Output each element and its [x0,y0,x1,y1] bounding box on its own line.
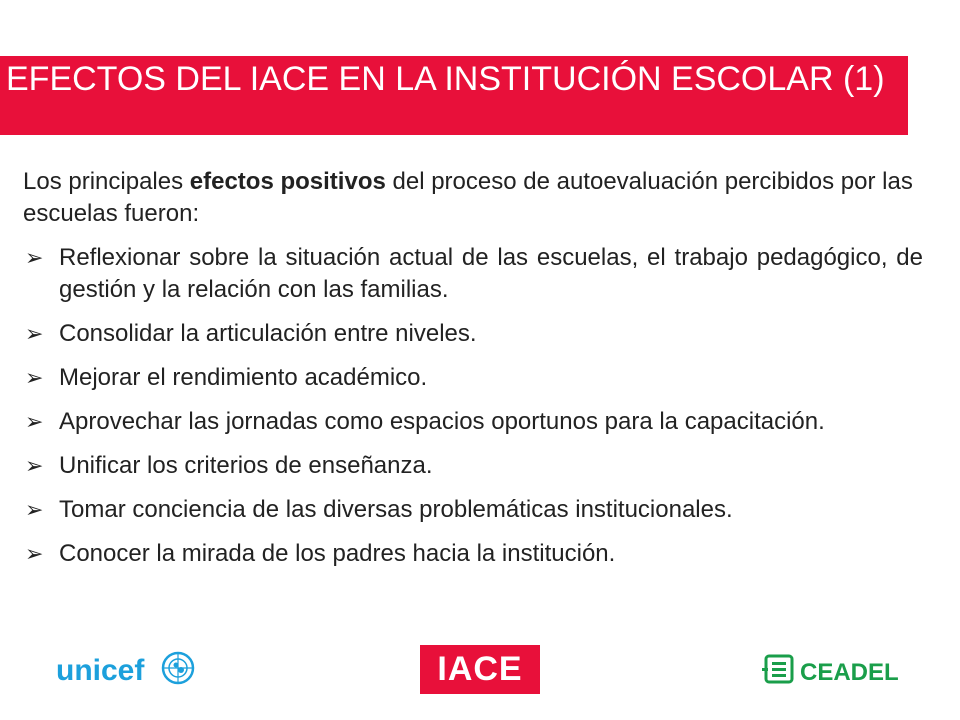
intro-text-start: Los principales [23,168,190,195]
slide-title: EFECTOS DEL IACE EN LA INSTITUCIÓN ESCOLAR (1) [6,60,885,98]
slide-content [23,166,923,582]
list-item [23,318,923,350]
arrow-right-icon: ➢ [25,541,44,566]
list-item [23,450,923,482]
bullet-list [23,242,923,570]
intro-paragraph [23,166,923,230]
list-item-text: Reflexionar sobre la situación actual de las escuelas, el trabajo pedagógico, de gestión y la relación con las familias. [59,244,923,303]
intro-emphasis: efectos positivos [189,168,386,195]
list-item [23,494,923,526]
unicef-wordmark: unicef [56,654,145,687]
unicef-logo [56,648,196,692]
list-item-text: Conocer la mirada de los padres hacia la institución. [59,540,616,567]
list-item-text: Consolidar la articulación entre niveles. [59,320,477,347]
unicef-emblem-icon [163,653,193,683]
list-item [23,242,923,306]
ceadel-emblem-icon [762,656,792,682]
arrow-right-icon: ➢ [25,453,44,478]
arrow-right-icon: ➢ [25,497,44,522]
list-item [23,538,923,570]
list-item-text: Tomar conciencia de las diversas problemáticas institucionales. [59,496,733,523]
list-item [23,406,923,438]
arrow-right-icon: ➢ [25,321,44,346]
list-item-text: Aprovechar las jornadas como espacios oportunos para la capacitación. [59,408,825,435]
arrow-right-icon: ➢ [25,245,44,270]
iace-logo: IACE [420,645,540,694]
list-item-text: Unificar los criterios de enseñanza. [59,452,433,479]
ceadel-logo [762,650,912,690]
arrow-right-icon: ➢ [25,365,44,390]
ceadel-wordmark: CEADEL [800,659,899,686]
arrow-right-icon: ➢ [25,409,44,434]
list-item-text: Mejorar el rendimiento académico. [59,364,428,391]
slide-title-bar [0,56,908,135]
list-item [23,362,923,394]
intro-text-end: del proceso de autoevaluación percibidos por las escuelas fueron: [23,168,913,227]
